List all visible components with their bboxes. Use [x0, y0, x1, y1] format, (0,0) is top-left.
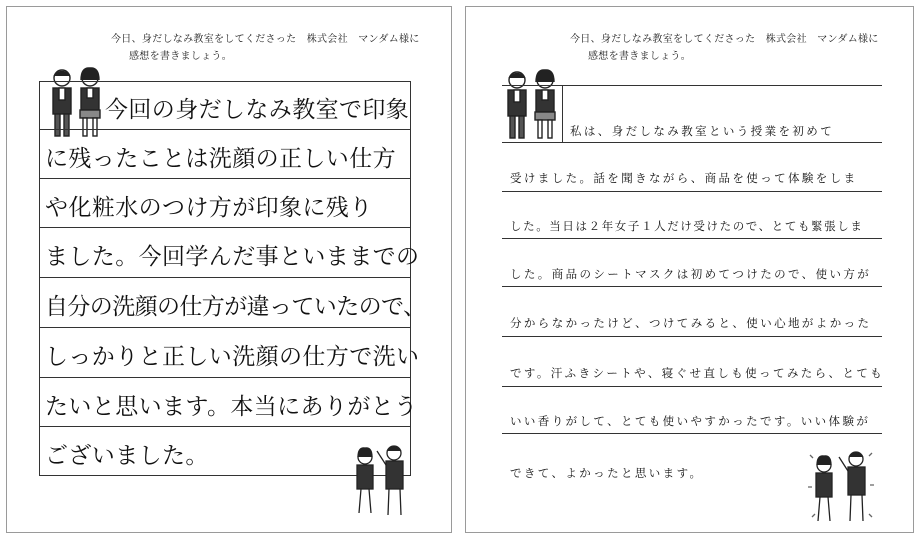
handwritten-line: 自分の洗顔の仕方が違っていたので、: [45, 294, 426, 320]
handwritten-line: ました。今回学んだ事といままでの: [45, 244, 420, 270]
worksheet-header: [570, 31, 879, 65]
right-worksheet: [465, 6, 914, 533]
handwritten-line: 受けました。話を聞きながら、商品を使って体験をしま: [510, 171, 858, 185]
handwritten-line: 分からなかったけど、つけてみると、使い心地がよかった: [510, 316, 872, 330]
header-line-2: 感想を書きましょう。: [588, 51, 691, 62]
presenters-illustration-icon: [349, 443, 413, 521]
left-worksheet: [6, 6, 452, 533]
handwritten-line: した。当日は２年女子１人だけ受けたので、とても緊張しま: [510, 219, 864, 233]
worksheet-header: [111, 31, 420, 65]
header-line-1: 今日、身だしなみ教室をしてくださった 株式会社 マンダム様に: [570, 34, 879, 45]
handwritten-line: です。汗ふきシートや、寝ぐせ直しも使ってみたら、とても: [510, 366, 885, 380]
handwritten-line: いい香りがして、とても使いやすかったです。いい体験が: [510, 414, 871, 428]
presenters-illustration-icon: [806, 447, 878, 527]
header-line-1: 今日、身だしなみ教室をしてくださった 株式会社 マンダム様に: [111, 34, 420, 45]
handwritten-line: や化粧水のつけ方が印象に残り: [45, 195, 373, 221]
header-line-2: 感想を書きましょう。: [129, 51, 232, 62]
handwritten-line: 今回の身だしなみ教室で印象: [105, 97, 410, 123]
handwritten-line: ございました。: [45, 443, 209, 469]
handwritten-line: たいと思います。本当にありがとう: [45, 394, 418, 420]
handwritten-line: した。商品のシートマスクは初めてつけたので、使い方が: [510, 267, 872, 281]
handwritten-line: 私は、身だしなみ教室という授業を初めて: [570, 124, 835, 138]
handwritten-line: に残ったことは洗顔の正しい仕方: [45, 146, 396, 172]
handwritten-line: しっかりと正しい洗顔の仕方で洗い: [45, 344, 420, 370]
handwritten-line: できて、よかったと思います。: [510, 466, 704, 480]
